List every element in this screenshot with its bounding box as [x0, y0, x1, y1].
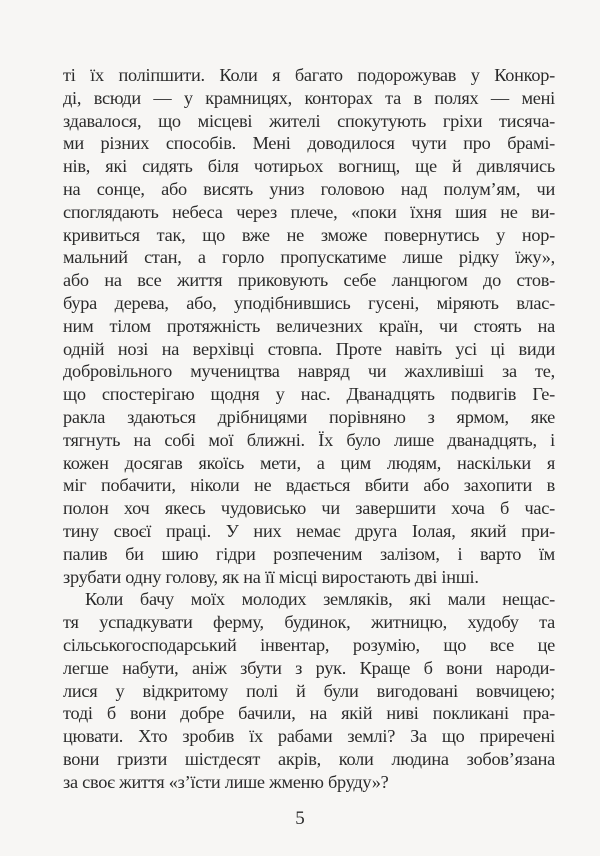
- text-line: нів, які сидять біля чотирьох вогнищ, ще й дивлячись: [63, 156, 555, 177]
- text-line: мальний стан, а горло пропускатиме лише рідку їжу»,: [63, 247, 555, 268]
- text-line: вони гризти шістдесят акрів, коли людина зобов’язана: [63, 748, 555, 769]
- text-line: на сонце, або висять униз головою над полум’ям, чи: [63, 178, 555, 199]
- text-line: зрубати одну голову, як на її місці виростають дві інші.: [63, 566, 479, 587]
- text-line: або на все життя приковують себе ланцюгом до стов-: [63, 270, 555, 291]
- text-line: добровільного мучеництва навряд чи жахливіші за те,: [63, 361, 555, 382]
- paragraph-start-line: Коли бачу моїх молодих земляків, які мали нещас-: [85, 589, 555, 610]
- text-line: полон хоч якесь чудовисько чи завершити хоча б час-: [63, 498, 555, 519]
- body-text: [63, 64, 555, 794]
- text-line: сільськогосподарський інвентар, розумію, що все це: [63, 634, 555, 655]
- text-line: одній нозі на верхівці стовпа. Проте навіть усі ці види: [63, 338, 555, 359]
- text-line: за своє життя «з’їсти лише жменю бруду»?: [63, 771, 389, 792]
- text-line: цювати. Хто зробив їх рабами землі? За що приречені: [63, 726, 555, 747]
- text-line: ді, всюди — у крамницях, конторах та в полях — мені: [63, 87, 555, 108]
- text-line: тину своєї праці. У них немає друга Іолая, який при-: [63, 520, 555, 541]
- text-line: тоді б вони добре бачили, на якій ниві покликані пра-: [63, 703, 555, 724]
- text-line: тягнуть на собі мої ближні. Їх було лише дванадцять, і: [63, 429, 555, 450]
- text-line: що спостерігаю щодня у нас. Дванадцять подвигів Ге-: [63, 384, 555, 405]
- text-line: бура дерева, або, уподібнившись гусені, міряють влас-: [63, 292, 555, 313]
- text-line: легше набути, аніж збути з рук. Краще б вони народи-: [63, 657, 555, 678]
- text-line: міг побачити, ніколи не вдається вбити або захопити в: [63, 475, 555, 496]
- page-number: 5: [295, 808, 305, 829]
- text-line: ми різних способів. Мені доводилося чути про брамі-: [63, 133, 555, 154]
- text-line: ракла здаються дрібницями порівняно з ярмом, яке: [63, 406, 555, 427]
- text-line: тя успадкувати ферму, будинок, житницю, худобу та: [63, 612, 555, 633]
- text-line: споглядають небеса через плече, «поки їхня шия не ви-: [63, 201, 555, 222]
- text-line: палив би шию гідри розпеченим залізом, і варто їм: [63, 543, 555, 564]
- text-line: ті їх поліпшити. Коли я багато подорожував у Конкор-: [63, 65, 555, 85]
- text-line: ним тілом протяжність величезних країн, чи стоять на: [63, 315, 555, 336]
- text-line: лися у відкритому полі й були вигодовані вовчицею;: [63, 680, 555, 701]
- text-line: кривиться так, що вже не зможе повернутись у нор-: [63, 224, 555, 245]
- text-line: кожен досягав якоїсь мети, а цим людям, наскільки я: [63, 452, 555, 473]
- text-line: здавалося, що місцеві жителі спокутують гріхи тисяча-: [63, 110, 555, 131]
